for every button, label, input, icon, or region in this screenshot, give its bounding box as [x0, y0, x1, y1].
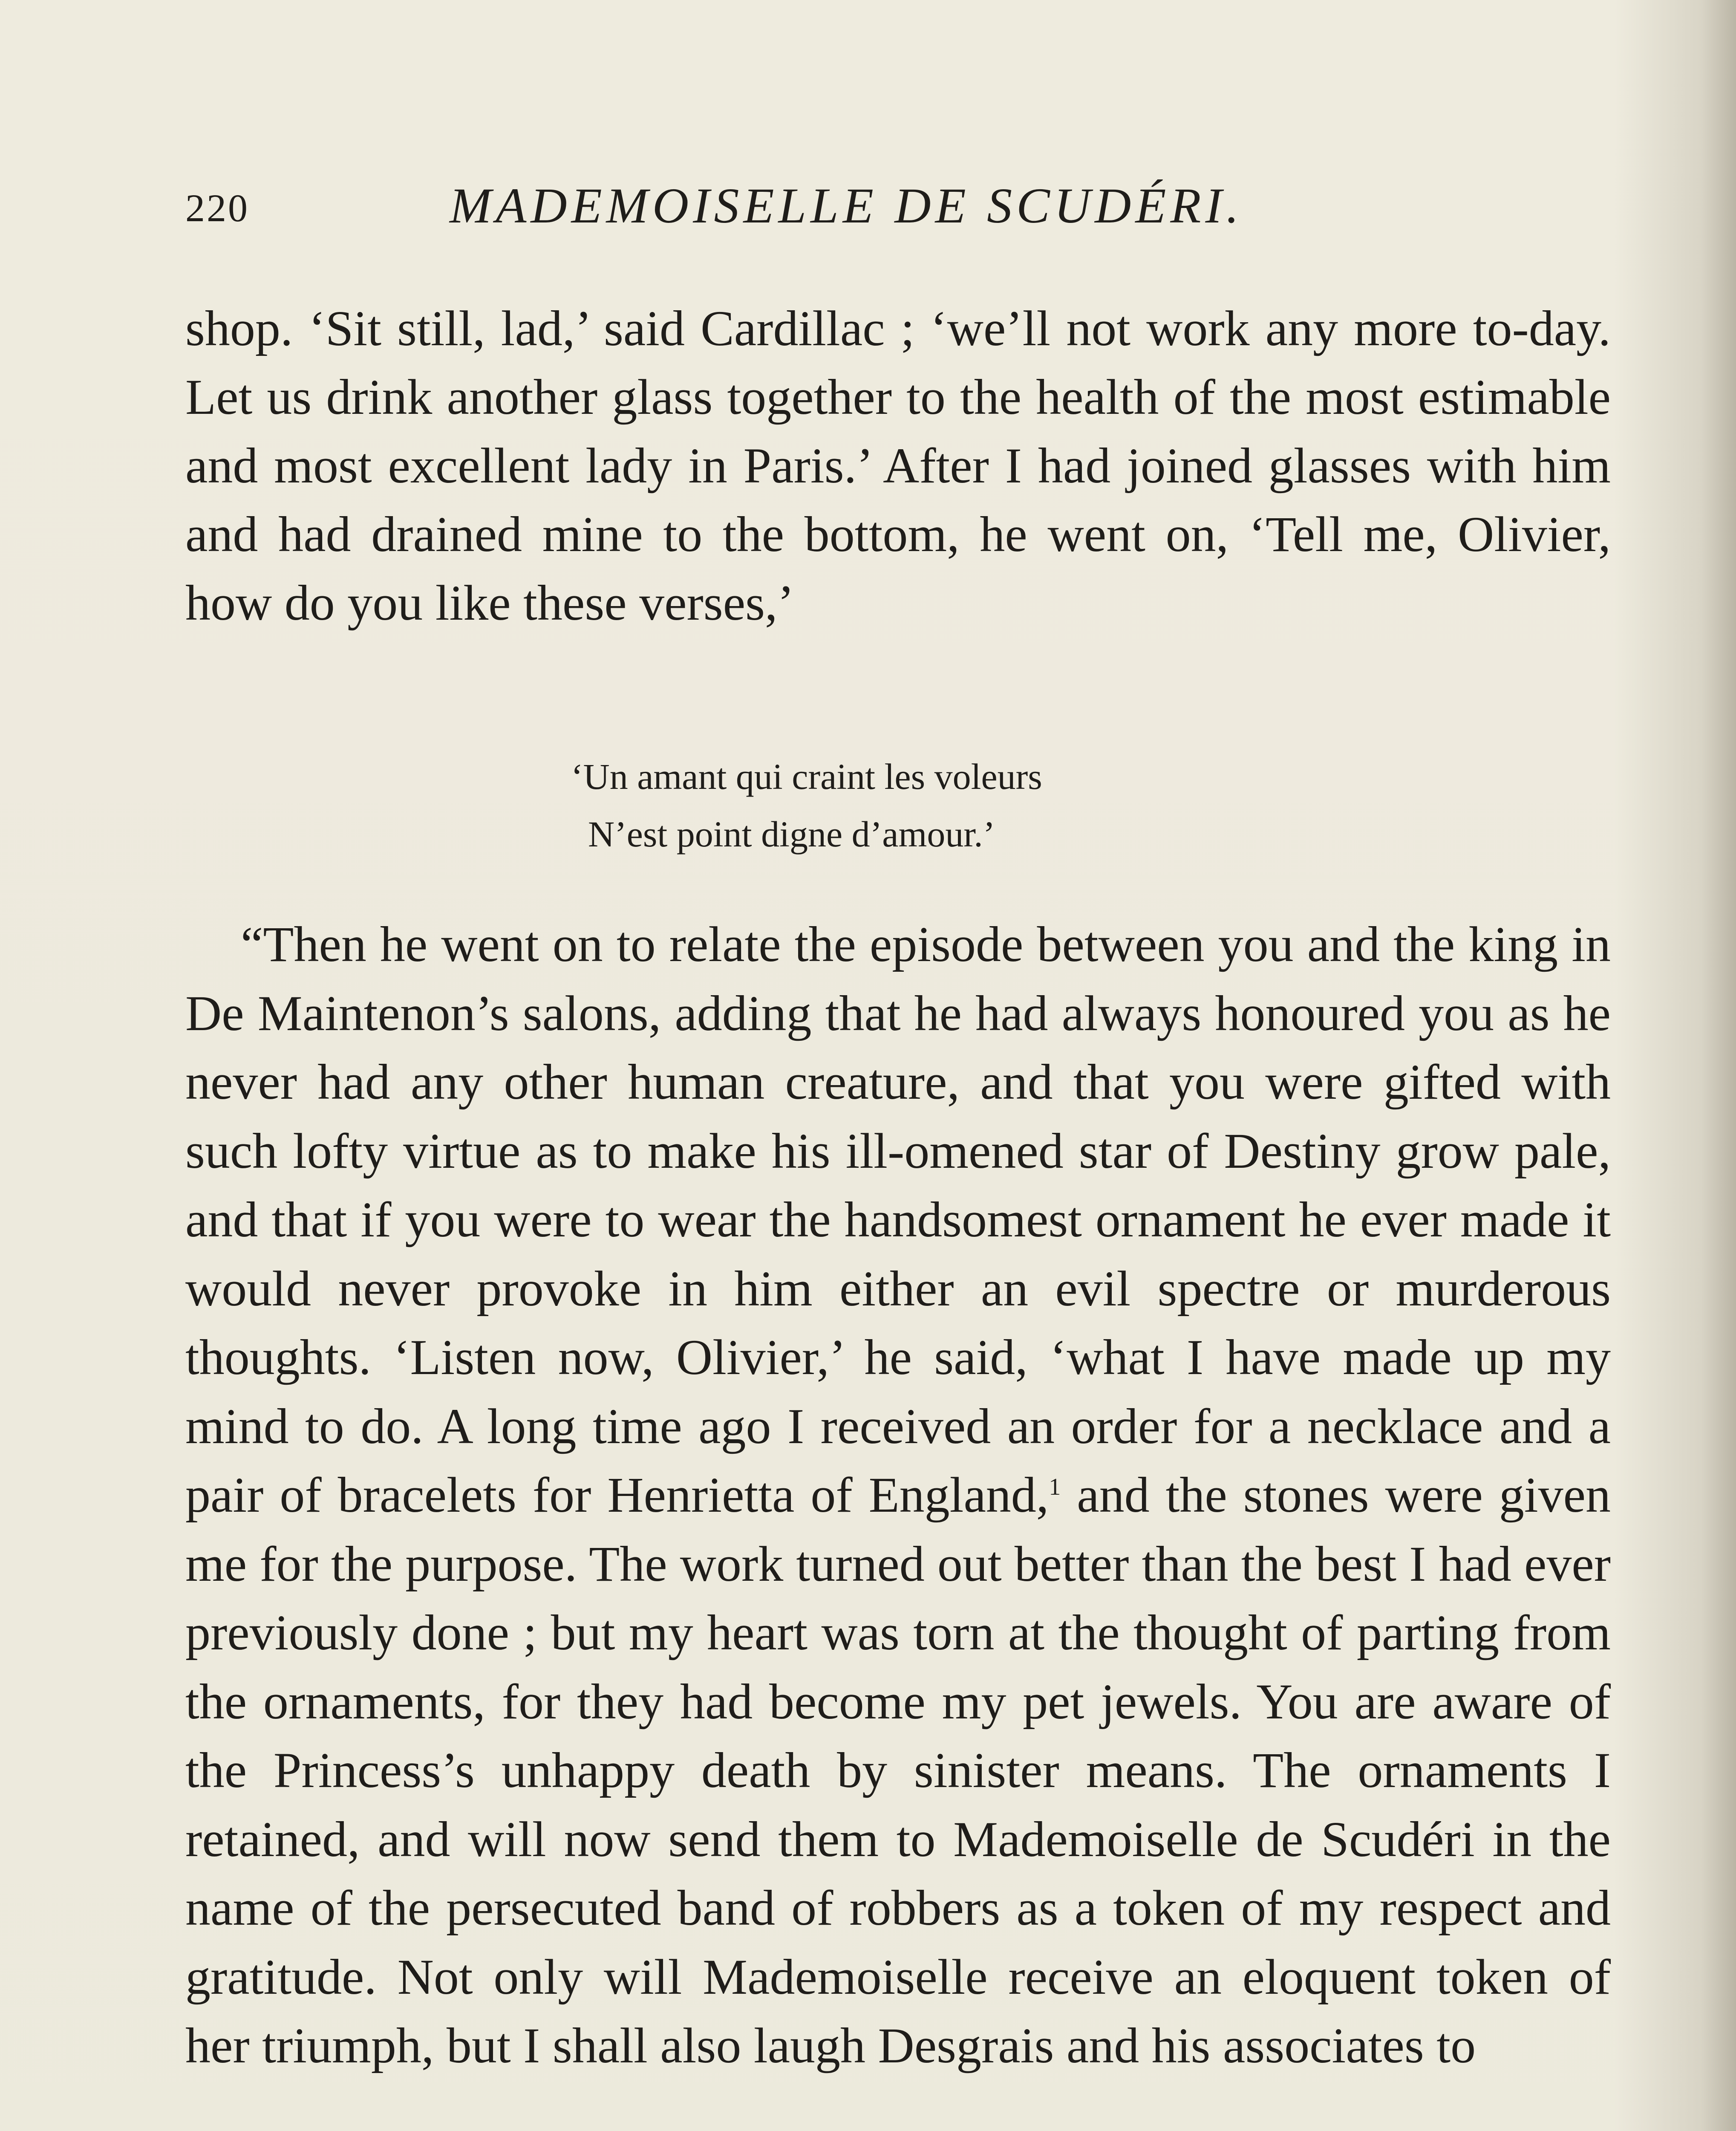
paragraph-2-text-b: and the stones were given me for the purpose. The work turned out better than the best I had ever previously done ; but my heart was torn at the thought of parting from the ornaments, for they had become my pet jewels. You are aware of the Princess’s unhappy death by sinister means. The ornaments I retained, and will now send them to Mademoiselle de Scudéri in the name of the persecuted band of robbers as a token of my respect and gratitude. Not only will Mademoiselle receive an eloquent token of her triumph, but I shall also laugh Desgrais and his associates to [185, 1467, 1611, 2073]
page-header [185, 168, 1615, 232]
verse-line-2: N’est point digne d’amour.’ [588, 814, 995, 855]
paragraph-2 [185, 910, 1611, 2080]
paragraph-1-text: shop. ‘Sit still, lad,’ said Cardillac ; ‘we’ll not work any more to-day. Let us drink another glass together to the health of the most estimable and most excellent lady in Paris.’ After I had joined glasses with him and had drained mine to the bottom, he went on, ‘Tell me, Olivier, how do you like these verses,’ [185, 300, 1611, 631]
verse-line-1: ‘Un amant qui craint les voleurs [571, 756, 1042, 797]
paragraph-2-text-a: “Then he went on to relate the episode between you and the king in De Maintenon’s salons, adding that he had always honoured you as he never had any other human creature, and that you were gifted with such lofty virtue as to make his ill-omened star of Destiny grow pale, and that if you were to wear the handsomest ornament he ever made it would never provoke in him either an evil spectre or murderous thoughts. ‘Listen now, Olivier,’ he said, ‘what I have made up my mind to do. A long time ago I received an order for a necklace and a pair of bracelets for Henrietta of England, [185, 916, 1611, 1523]
verse-quote [571, 748, 1042, 863]
running-head: MADEMOISELLE DE SCUDÉRI. [450, 178, 1243, 234]
footnote-reference[interactable]: 1 [1049, 1474, 1061, 1500]
page-number: 220 [185, 186, 249, 230]
paragraph-1 [185, 294, 1611, 637]
